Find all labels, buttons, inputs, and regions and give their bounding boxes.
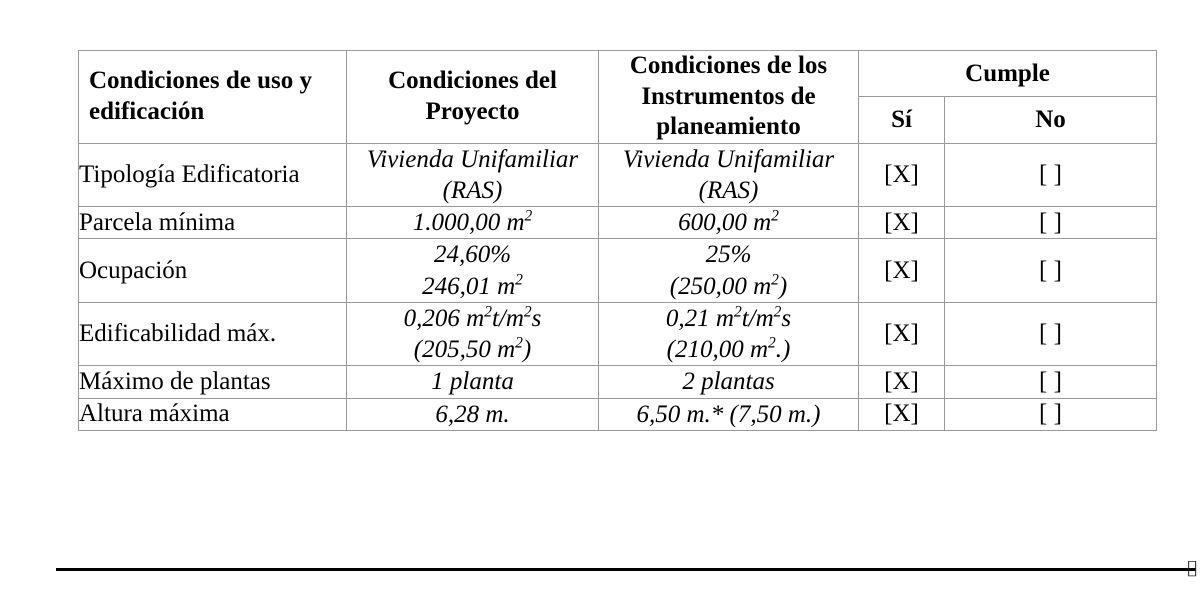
value-text: 0,206 m — [403, 304, 485, 332]
value-text-end: ) — [522, 336, 532, 363]
value-line-1: 24,60% — [433, 241, 512, 269]
value-text: 246,01 m — [422, 272, 516, 300]
value-text: s — [531, 304, 542, 332]
table-row — [79, 366, 1157, 398]
row-planning-edificabilidad — [599, 302, 859, 366]
header-condiciones-proyecto: Condiciones del Proyecto — [347, 51, 599, 144]
row-yes-maximo-plantas: [X] — [859, 366, 945, 398]
row-label-ocupacion: Ocupación — [79, 239, 347, 303]
superscript: 2 — [515, 271, 523, 289]
value-text: 1.000,00 m — [412, 209, 525, 236]
row-project-altura-maxima: 6,28 m. — [347, 398, 599, 430]
value-line-1: 25% — [705, 241, 752, 269]
row-project-tipologia: Vivienda Unifamiliar (RAS) — [347, 143, 599, 207]
value-text: t/m — [741, 304, 774, 332]
row-project-edificabilidad — [347, 302, 599, 366]
superscript: 2 — [733, 303, 742, 321]
table-row — [79, 143, 1157, 207]
value-text: (210,00 m — [666, 336, 769, 363]
header-condiciones-uso: Condiciones de uso y edificación — [79, 51, 347, 144]
value-text: 0,21 m — [665, 304, 734, 332]
superscript: 2 — [484, 303, 492, 321]
value-text: (250,00 m — [669, 272, 772, 300]
value-line-1 — [599, 303, 858, 334]
table-row — [79, 207, 1157, 239]
row-planning-altura-maxima: 6,50 m.* (7,50 m.) — [599, 398, 859, 430]
row-no-edificabilidad: [ ] — [945, 302, 1157, 366]
superscript: 2 — [768, 334, 776, 352]
compliance-table — [78, 50, 1157, 431]
row-no-maximo-plantas: [ ] — [945, 366, 1157, 398]
value-text-end: ) — [778, 272, 788, 300]
value-line-1 — [347, 303, 598, 334]
row-project-ocupacion — [347, 239, 599, 303]
row-no-parcela: [ ] — [945, 207, 1157, 239]
superscript: 2 — [515, 334, 523, 352]
table-row — [79, 239, 1157, 303]
value-text: 600,00 m — [678, 209, 772, 236]
row-yes-parcela: [X] — [859, 207, 945, 239]
row-no-ocupacion: [ ] — [945, 239, 1157, 303]
row-planning-tipologia: Vivienda Unifamiliar (RAS) — [599, 143, 859, 207]
value-text-end: .) — [775, 336, 791, 363]
row-no-tipologia: [ ] — [945, 143, 1157, 207]
superscript: 2 — [773, 303, 782, 321]
superscript: 2 — [523, 303, 532, 321]
header-cumple-no: No — [945, 97, 1157, 143]
row-label-altura-maxima: Altura máxima — [79, 398, 347, 430]
value-line-2 — [347, 271, 598, 302]
row-planning-ocupacion — [599, 239, 859, 303]
row-planning-parcela — [599, 207, 859, 239]
header-condiciones-instrumentos: Condiciones de los Instrumentos de planeamiento — [599, 51, 859, 144]
header-cumple: Cumple — [859, 51, 1157, 97]
value-text: s — [781, 304, 792, 332]
row-label-edificabilidad: Edificabilidad máx. — [79, 302, 347, 366]
row-label-tipologia: Tipología Edificatoria — [79, 143, 347, 207]
value-text: (205,50 m — [413, 336, 516, 363]
value-text: t/m — [491, 304, 524, 332]
row-project-parcela — [347, 207, 599, 239]
value-line-2 — [599, 334, 858, 365]
table-row — [79, 398, 1157, 430]
table-body — [79, 143, 1157, 430]
row-yes-tipologia: [X] — [859, 143, 945, 207]
table-header — [79, 51, 1157, 144]
superscript: 2 — [524, 207, 533, 225]
value-line-2 — [347, 334, 598, 365]
header-cumple-si: Sí — [859, 97, 945, 143]
row-project-maximo-plantas: 1 planta — [347, 366, 599, 398]
row-no-altura-maxima: [ ] — [945, 398, 1157, 430]
value-line-2 — [599, 271, 858, 302]
superscript: 2 — [771, 207, 779, 225]
compliance-table-container — [78, 50, 1156, 431]
row-planning-maximo-plantas: 2 plantas — [599, 366, 859, 398]
row-yes-edificabilidad: [X] — [859, 302, 945, 366]
row-yes-ocupacion: [X] — [859, 239, 945, 303]
row-label-parcela: Parcela mínima — [79, 207, 347, 239]
superscript: 2 — [771, 271, 779, 289]
row-yes-altura-maxima: [X] — [859, 398, 945, 430]
row-label-maximo-plantas: Máximo de plantas — [79, 366, 347, 398]
footer-divider — [56, 568, 1196, 571]
page-corner-mark: ⌷ — [1185, 556, 1198, 581]
header-row-top — [79, 51, 1157, 97]
table-row — [79, 302, 1157, 366]
